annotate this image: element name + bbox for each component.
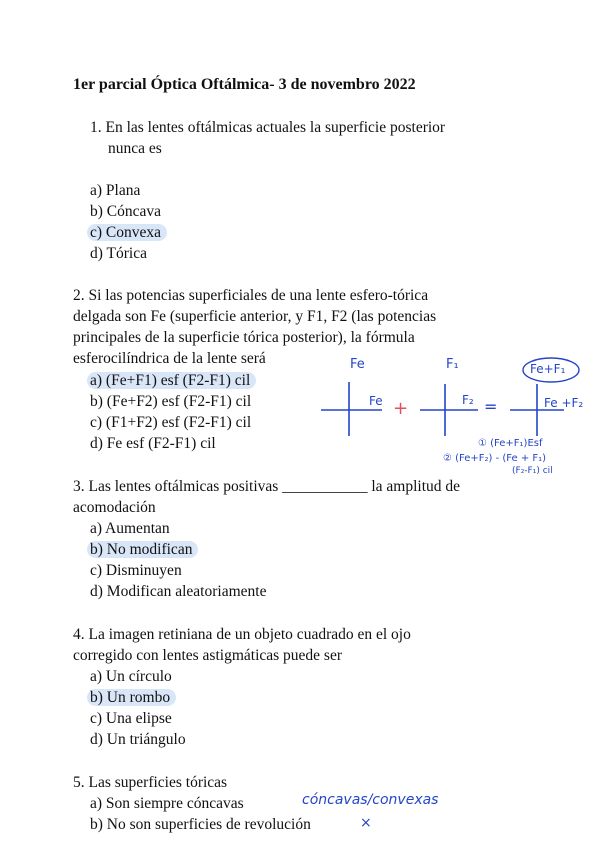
question-2-option-c: c) (F1+F2) esf (F2-F1) cil — [90, 414, 252, 431]
question-3-line-1: 3. Las lentes oftálmicas positivas ___________ la amplitud de — [73, 478, 461, 495]
question-1-option-d: d) Tórica — [90, 245, 147, 262]
question-3-option-d: d) Modifican aleatoriamente — [90, 583, 267, 600]
question-3-option-b — [90, 540, 198, 560]
handwritten-note-2: ② (Fe+F₂) - (Fe + F₁) — [443, 453, 547, 464]
question-3-option-c: c) Disminuyen — [90, 562, 182, 579]
question-1-line-1: 1. En las lentes oftálmicas actuales la superficie posterior — [90, 119, 446, 136]
question-4-line-2: corregido con lentes astigmáticas puede ser — [73, 647, 342, 664]
question-2-option-b: b) (Fe+F2) esf (F2-F1) cil — [90, 393, 252, 410]
handwritten-q5-mark: × — [360, 815, 372, 831]
cross-2-label: F₂ — [462, 393, 474, 407]
question-1-line-2: nunca es — [108, 140, 162, 157]
question-4-option-b-highlight: b) Un rombo — [87, 689, 176, 706]
question-4-option-a: a) Un círculo — [90, 668, 172, 685]
question-2-line-4: esferocilíndrica de la lente será — [73, 350, 266, 367]
handwritten-note-3: (F₂-F₁) cil — [512, 466, 553, 476]
handwritten-label-f1: F₁ — [446, 357, 459, 372]
question-2-line-1: 2. Si las potencias superficiales de una lente esfero-tórica — [73, 287, 429, 304]
question-5-line-1: 5. Las superficies tóricas — [73, 774, 228, 791]
handwritten-label-fe: Fe — [350, 357, 365, 372]
question-5-option-b: b) No son superficies de revolución — [90, 816, 311, 833]
cross-1-label: Fe — [369, 394, 383, 408]
question-2-option-d: d) Fe esf (F2-F1) cil — [90, 435, 216, 452]
question-1-option-a: a) Plana — [90, 182, 141, 199]
cross-3-label: Fe +F₂ — [544, 396, 584, 410]
question-3-option-a: a) Aumentan — [90, 520, 170, 537]
question-4-option-b — [90, 688, 176, 708]
question-3-option-b-highlight: b) No modifican — [87, 541, 198, 558]
question-4-option-d: d) Un triángulo — [90, 731, 186, 748]
question-3-line-2: acomodación — [73, 499, 156, 516]
question-2-option-a-highlight: a) (Fe+F1) esf (F2-F1) cil — [87, 372, 256, 389]
equals-sign: = — [484, 397, 498, 416]
handwritten-note-1: ① (Fe+F₁)Esf — [478, 438, 543, 449]
handwritten-label-fe-f1: Fe+F₁ — [530, 362, 566, 376]
handwritten-q5-note: cóncavas/convexas — [302, 792, 439, 808]
question-1-option-c-highlight: c) Convexa — [87, 224, 167, 241]
question-2-line-2: delgada son Fe (superficie anterior, y F1, F2 (las potencias — [73, 308, 437, 325]
question-1-option-b: b) Cóncava — [90, 203, 162, 220]
plus-sign: + — [393, 398, 409, 419]
page-title: 1er parcial Óptica Oftálmica- 3 de novembro 2022 — [73, 76, 416, 93]
question-5-option-a: a) Son siempre cóncavas — [90, 795, 244, 812]
question-2-line-3: principales de la superficie tórica posterior), la fórmula — [73, 329, 415, 346]
question-4-line-1: 4. La imagen retiniana de un objeto cuadrado en el ojo — [73, 626, 411, 643]
question-4-option-c: c) Una elipse — [90, 710, 172, 727]
